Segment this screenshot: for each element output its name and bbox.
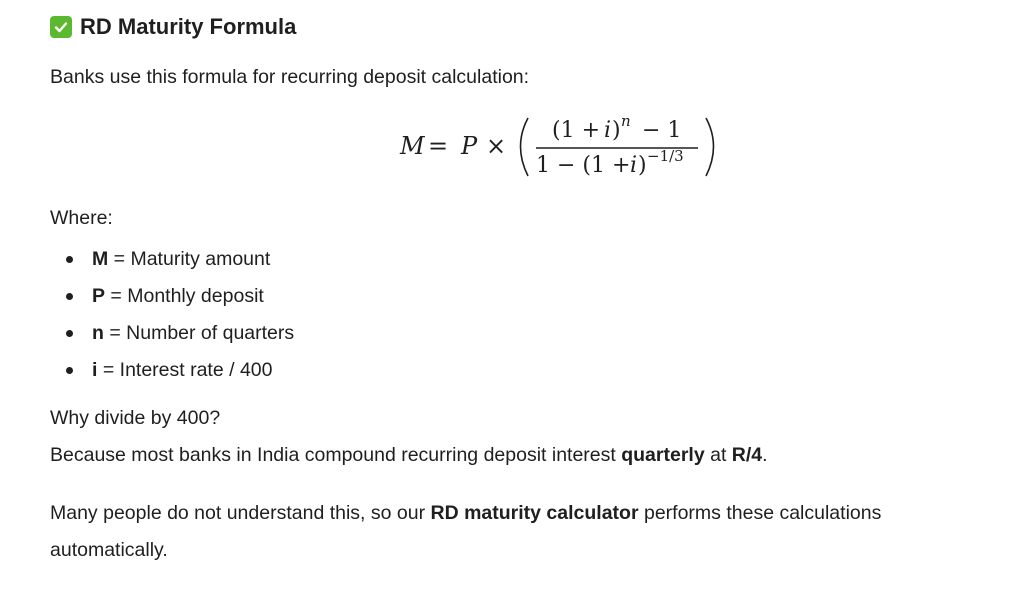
formula-num-minus: − 1 xyxy=(642,118,682,143)
closing-text-2: performs these calculations xyxy=(638,502,882,524)
because-bold-quarterly: quarterly xyxy=(621,444,705,466)
because-bold-r4: R/4 xyxy=(731,444,763,466)
formula-den-close: ) xyxy=(638,153,647,178)
intro-paragraph: Banks use this formula for recurring deposit calculation: xyxy=(50,66,530,88)
definition-list xyxy=(50,241,294,389)
because-text-3: . xyxy=(762,444,768,466)
formula-right-paren xyxy=(706,118,714,176)
formula-equals: = xyxy=(428,132,449,160)
bullet-icon xyxy=(66,330,73,337)
closing-bold-calculator: RD maturity calculator xyxy=(430,502,639,524)
definition-term: P xyxy=(92,285,106,307)
formula-num-exp: n xyxy=(621,112,631,130)
rd-maturity-formula xyxy=(50,104,762,188)
definition-text: = Number of quarters xyxy=(103,322,295,344)
list-item xyxy=(50,241,294,278)
bullet-icon xyxy=(66,256,73,263)
formula-num-close: ) xyxy=(612,118,621,143)
list-item xyxy=(50,278,294,315)
formula-num-open: (1 + xyxy=(552,118,601,143)
because-paragraph xyxy=(50,437,768,474)
formula-left-paren xyxy=(521,118,529,176)
list-item xyxy=(50,315,294,352)
closing-paragraph-line2: automatically. xyxy=(50,539,168,561)
where-label: Where: xyxy=(50,207,113,229)
because-text-2: at xyxy=(704,444,732,466)
definition-term: n xyxy=(92,322,104,344)
formula-den-exp: −1/3 xyxy=(647,147,684,165)
section-heading xyxy=(50,14,296,40)
formula-m: M xyxy=(400,132,425,160)
check-mark-button-icon xyxy=(50,16,72,38)
definition-text: = Monthly deposit xyxy=(105,285,264,307)
closing-paragraph-line1 xyxy=(50,495,881,532)
section-heading-text: RD Maturity Formula xyxy=(80,14,297,39)
formula-num-i: i xyxy=(604,118,612,143)
formula-den-start: 1 − (1 + xyxy=(536,153,631,178)
definition-text: = Maturity amount xyxy=(108,248,271,270)
question-paragraph: Why divide by 400? xyxy=(50,407,221,429)
definition-term: i xyxy=(92,359,98,381)
formula-den-i: i xyxy=(630,153,638,178)
formula-p: P xyxy=(461,132,478,160)
definition-text: = Interest rate / 400 xyxy=(97,359,273,381)
bullet-icon xyxy=(66,367,73,374)
formula-times: × xyxy=(486,132,507,160)
list-item xyxy=(50,352,294,389)
bullet-icon xyxy=(66,293,73,300)
because-text-1: Because most banks in India compound recurring deposit interest xyxy=(50,444,622,466)
closing-text-1: Many people do not understand this, so our xyxy=(50,502,431,524)
definition-term: M xyxy=(92,248,109,270)
